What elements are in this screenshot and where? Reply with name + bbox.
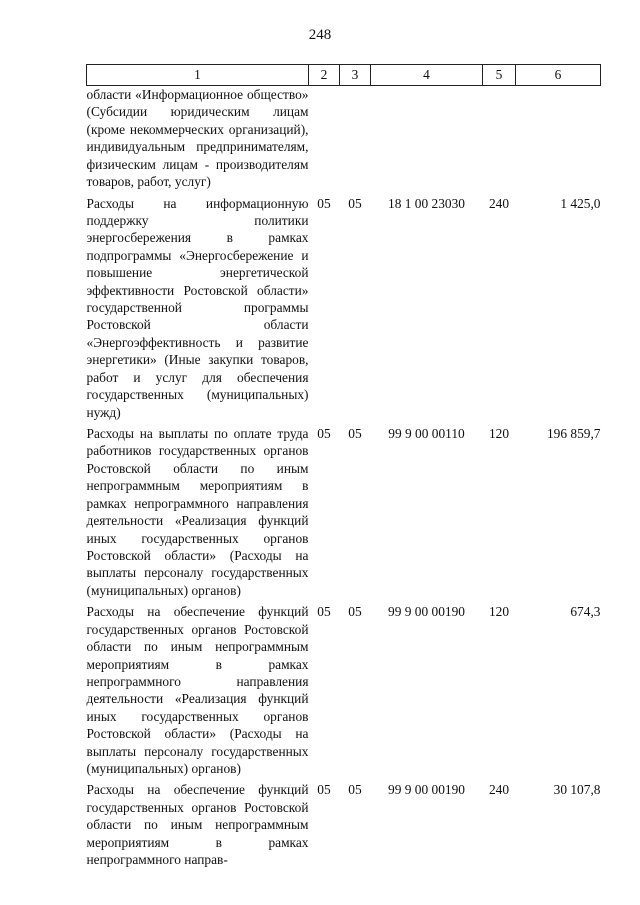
column-header: 3 [340,65,371,86]
column-header: 1 [87,65,309,86]
table-row [87,777,601,868]
page-number: 248 [308,27,332,43]
column-header: 6 [516,65,601,86]
column-header: 2 [309,65,340,86]
row-amount: 196 859,7 [546,426,601,442]
table-row [87,421,601,599]
row-subsection-code: 05 [348,195,362,211]
row-expense-type [483,86,516,191]
row-amount [516,86,601,191]
row-section-code: 05 [317,782,331,798]
table-row [87,191,601,421]
table-row [87,86,601,191]
row-target-code: 18 1 00 23030 [388,195,465,211]
row-section-code [309,86,340,191]
row-expense-type: 240 [488,782,510,798]
row-target-code [371,86,483,191]
row-description: Расходы на информационную поддержку политики энергосбережения в рамках подпрограммы «Энергосбережение и повышение энергетической эффективности Ростовской области» государственной программы Ростовской области «Энергоэффективность и развитие энергетики» (Иные закупки товаров, работ и услуг для обеспечения государственных (муниципальных) нужд) [86,195,309,420]
row-amount: 674,3 [570,604,601,620]
row-subsection-code: 05 [348,604,362,620]
row-subsection-code: 05 [348,782,362,798]
row-subsection-code [340,86,371,191]
row-amount: 1 425,0 [560,195,601,211]
row-section-code: 05 [317,604,331,620]
row-description: Расходы на обеспечение функций государственных органов Ростовской области по иным непрограммным мероприятиям в рамках непрограммного направления деятельности «Реализация функций иных государственных органов Ростовской области» (Расходы на выплаты персоналу государственных (муниципальных) органов) [86,604,309,777]
row-expense-type: 120 [488,426,510,442]
column-header: 4 [371,65,483,86]
table-row [87,599,601,777]
row-amount: 30 107,8 [553,782,601,798]
column-header: 5 [483,65,516,86]
row-target-code: 99 9 00 00190 [388,782,465,798]
row-target-code: 99 9 00 00190 [388,604,465,620]
table-header-row [87,65,601,86]
row-expense-type: 240 [488,195,510,211]
row-description: Расходы на выплаты по оплате труда работников государственных органов Ростовской области по иным непрограммным мероприятиям в рамках непрограммного направления деятельности «Реализация функций иных государственных органов Ростовской области» (Расходы на выплаты персоналу государственных (муниципальных) органов) [86,426,309,598]
row-section-code: 05 [317,195,331,211]
row-description: области «Информационное общество» (Субсидии юридическим лицам (кроме некоммерческих организаций), индивидуальным предпринимателям, физическим лицам - производителям товаров, работ, услуг) [86,87,309,190]
row-subsection-code: 05 [348,426,362,442]
row-expense-type: 120 [488,604,510,620]
row-target-code: 99 9 00 00110 [388,426,465,442]
row-description: Расходы на обеспечение функций государственных органов Ростовской области по иным непрограммным мероприятиям в рамках непрограммного направ- [86,782,309,868]
budget-table [86,64,601,869]
row-section-code: 05 [317,426,331,442]
